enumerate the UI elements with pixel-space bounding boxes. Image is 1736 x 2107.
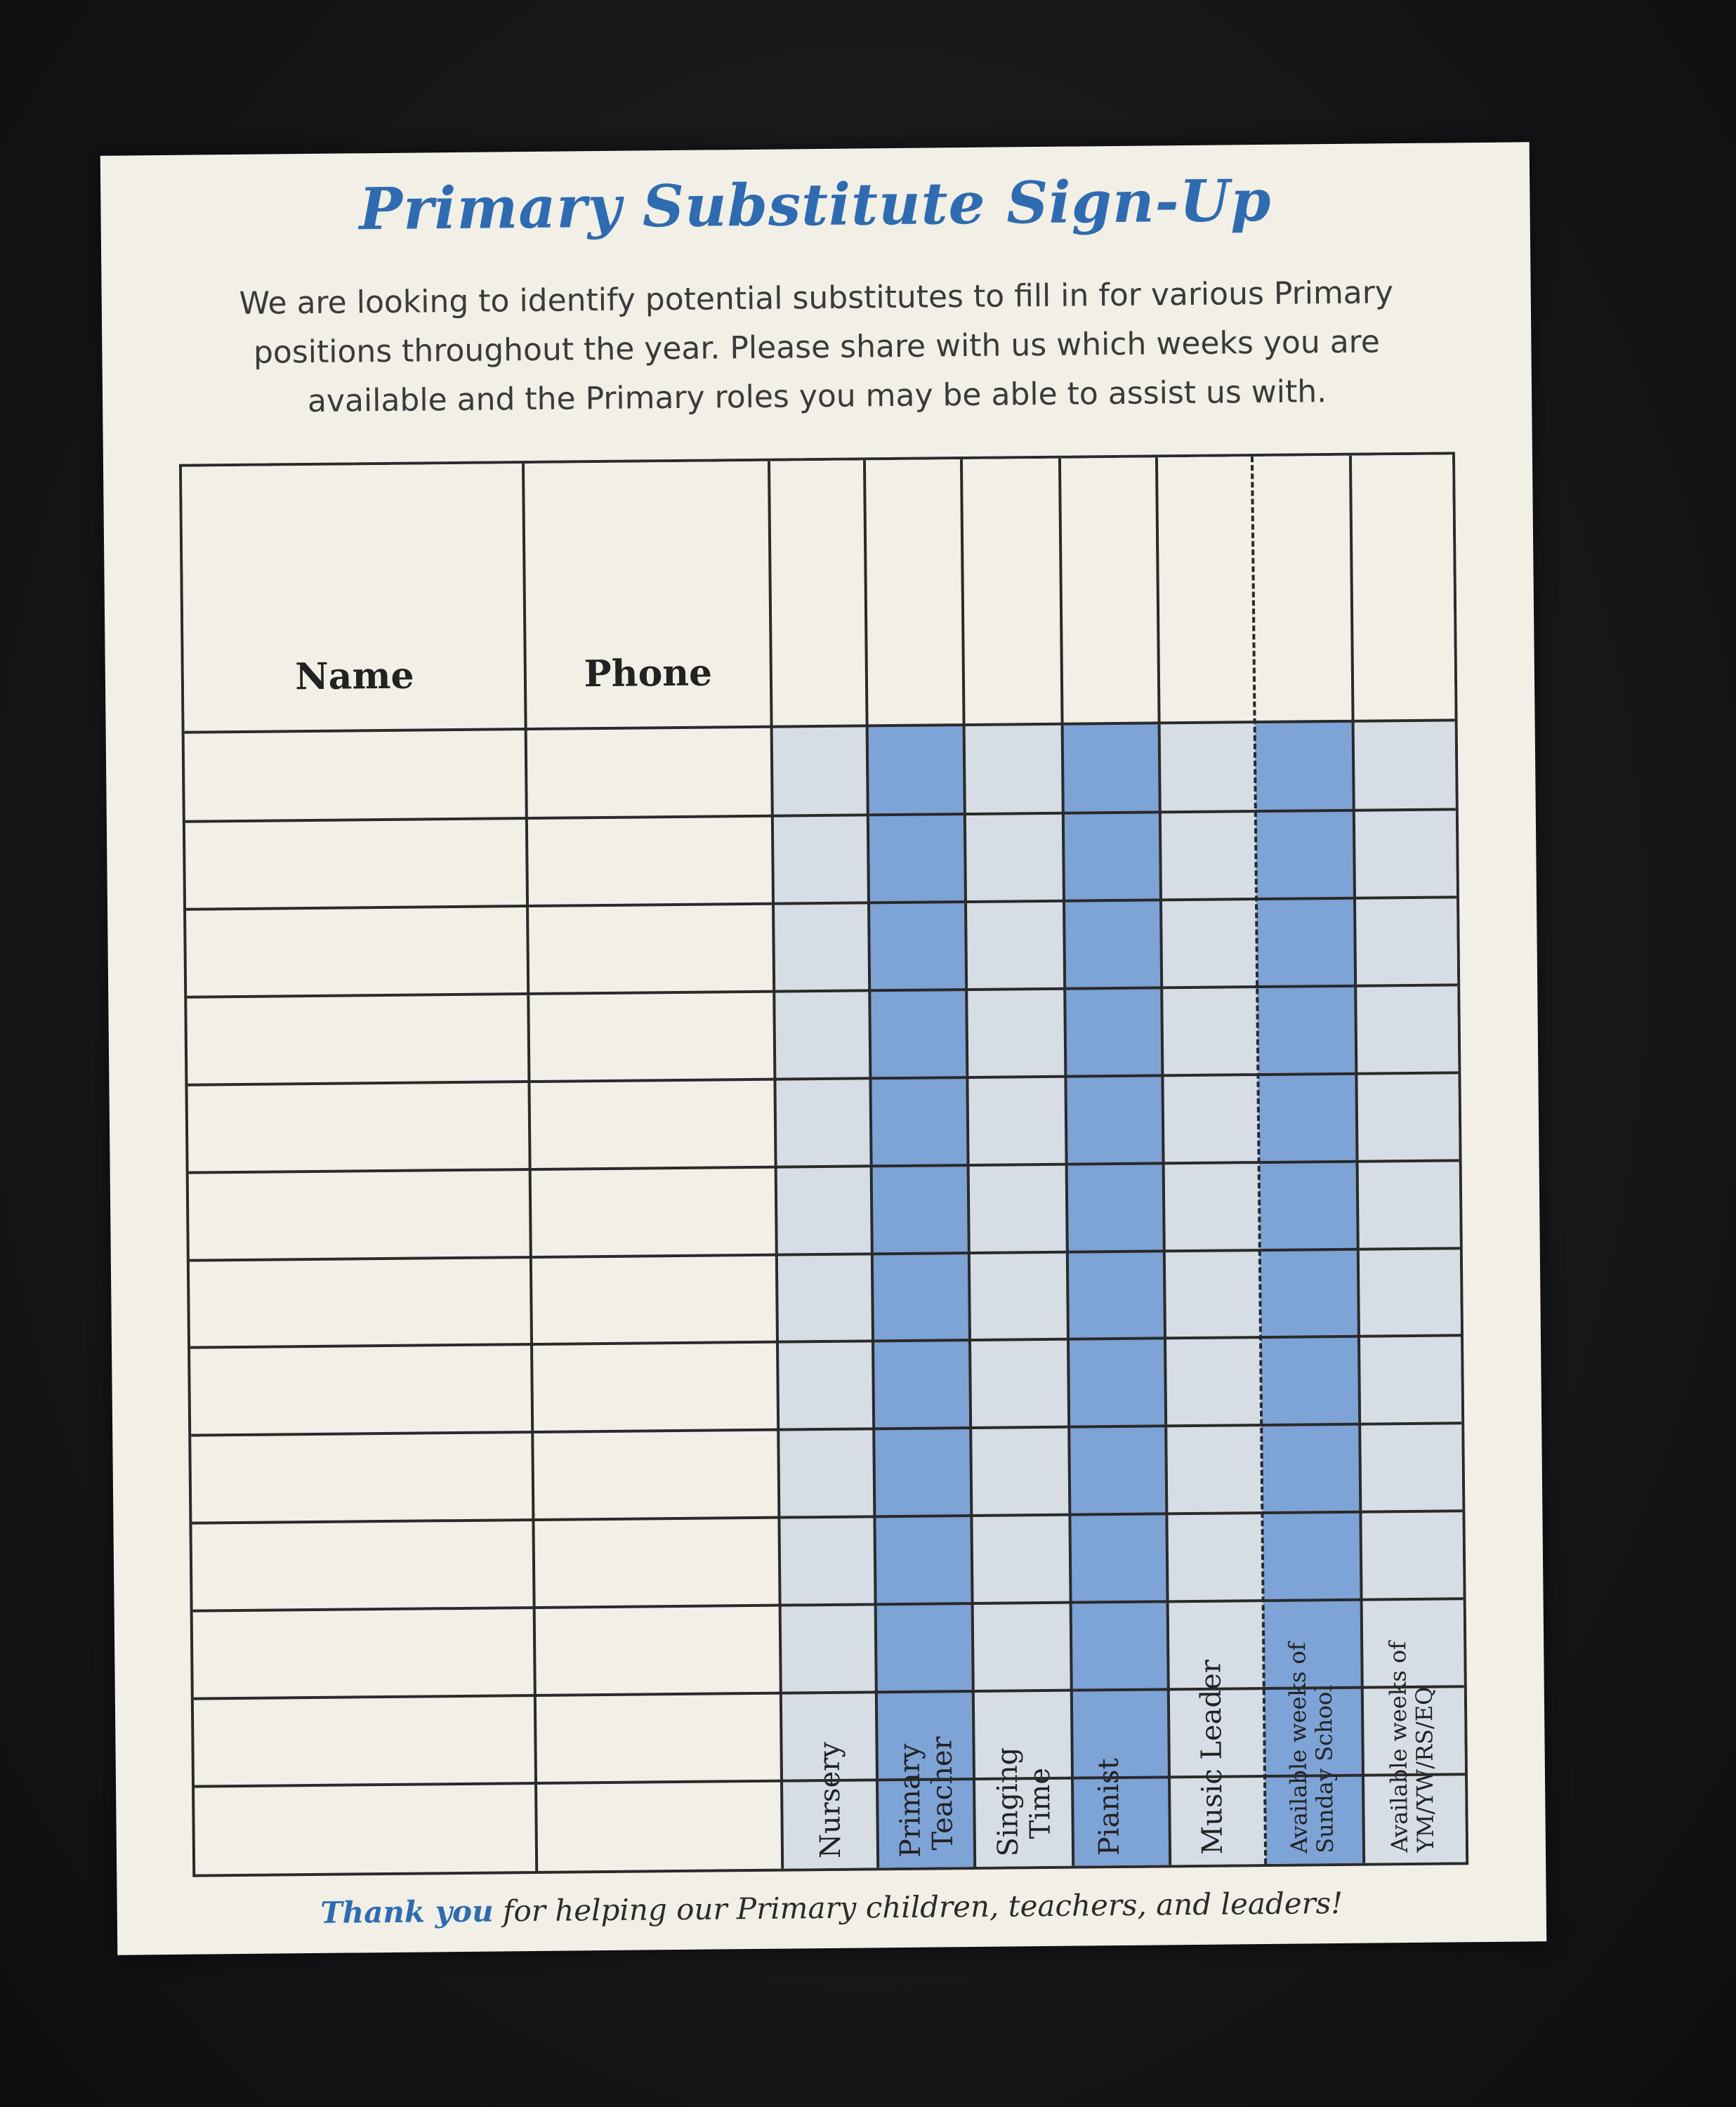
table-row[interactable] (191, 1424, 1462, 1523)
header-primary-teacher-line-2: Teacher (926, 1736, 959, 1851)
sign-up-sheet (100, 142, 1546, 1955)
footer-text: for helping our Primary children, teachers, and leaders! (493, 1885, 1343, 1929)
header-singing-time-line-1: Singing (991, 1747, 1025, 1857)
table-row[interactable] (187, 985, 1458, 1084)
table-row[interactable] (186, 897, 1457, 997)
table-row[interactable] (185, 721, 1456, 821)
header-phone: Phone (584, 651, 713, 696)
header-pianist-label: Pianist (1092, 1758, 1126, 1856)
header-sunday-school-line-1: Available weeks of (1284, 1642, 1313, 1854)
header-nursery-label: Nursery (813, 1741, 848, 1859)
table-row[interactable] (195, 1774, 1466, 1874)
header-music-leader-label: Music Leader (1195, 1659, 1230, 1855)
table-row[interactable] (193, 1599, 1464, 1699)
table-row[interactable] (192, 1511, 1463, 1611)
table-row[interactable] (194, 1686, 1465, 1786)
header-name: Name (294, 654, 414, 699)
header-primary-teacher-line-1: Primary (893, 1743, 928, 1858)
header-ym-yw-line-2: YM/YW/RS/EQ (1410, 1686, 1439, 1853)
table-row[interactable] (190, 1336, 1461, 1436)
footer-accent: Thank you (320, 1893, 494, 1930)
thank-you-footer (117, 1884, 1546, 1932)
table-row[interactable] (190, 1248, 1461, 1348)
header-ym-yw-line-1: Available weeks of (1383, 1641, 1413, 1853)
intro-paragraph: We are looking to identify potential substitutes to fill in for various Primary positions throughout the year. Please share with us which weeks you are available and the Primary roles you may be able to assist us with. (239, 275, 1394, 420)
table-row[interactable] (189, 1160, 1460, 1260)
header-singing-time-line-2: Time (1023, 1767, 1057, 1839)
table-row[interactable] (185, 809, 1456, 909)
header-sunday-school-line-2: Sunday School (1310, 1684, 1339, 1854)
sign-up-table (179, 452, 1468, 1877)
page-title: Primary Substitute Sign-Up (359, 166, 1272, 244)
table-row[interactable] (188, 1072, 1459, 1172)
